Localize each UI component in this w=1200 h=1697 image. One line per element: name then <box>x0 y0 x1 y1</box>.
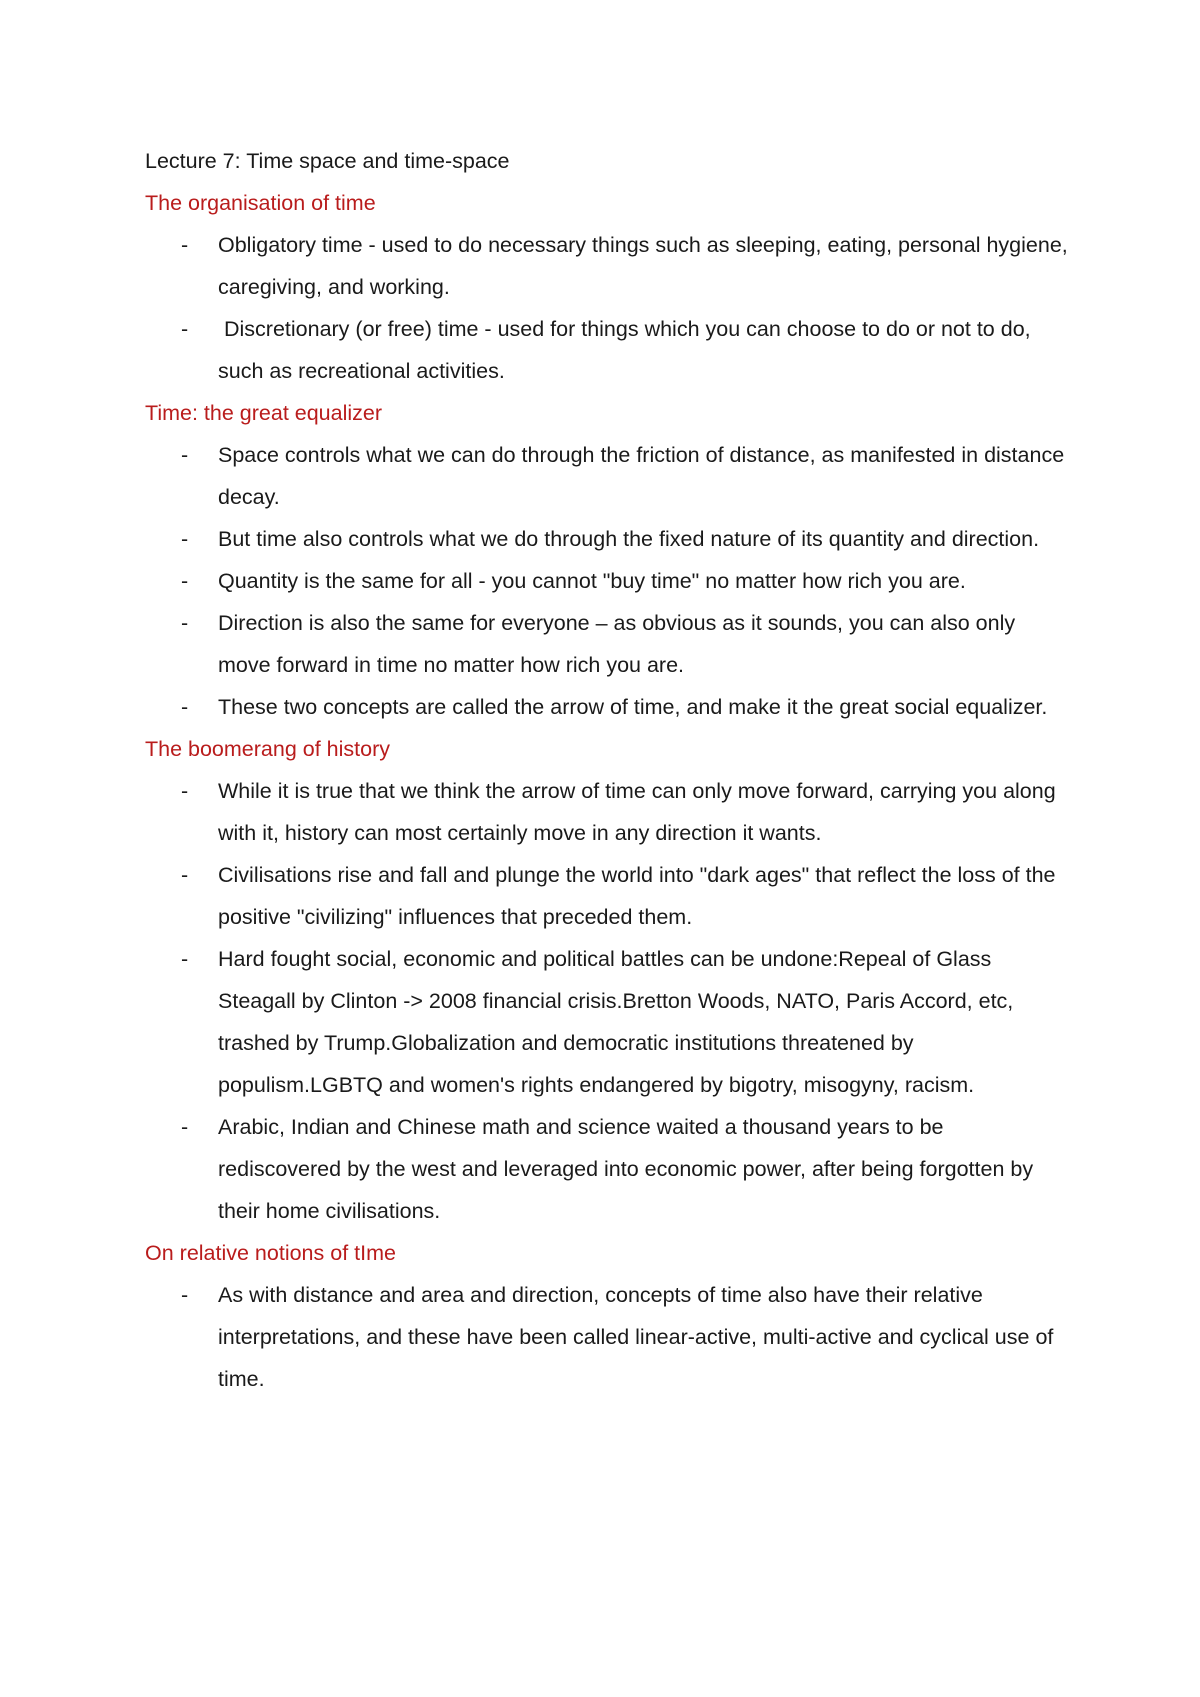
dash-bullet: - <box>181 1283 189 1307</box>
lecture-title: Lecture 7: Time space and time-space <box>145 149 510 173</box>
dash-bullet: - <box>181 317 189 341</box>
section-relative-notions-of-time <box>145 1232 1070 1400</box>
sections-container <box>145 182 1070 1400</box>
list-item-text: Direction is also the same for everyone – as obvious as it sounds, you can also only move forward in time no matter how rich you are. <box>218 611 1016 677</box>
list-item <box>145 602 1070 686</box>
dash-bullet: - <box>181 233 189 257</box>
list-item <box>145 224 1070 308</box>
section-heading: The boomerang of history <box>145 737 390 761</box>
list-item <box>145 1106 1070 1232</box>
list-item-text: As with distance and area and direction, concepts of time also have their relative interpretations, and these have been called linear-active, multi-active and cyclical use of time. <box>218 1283 1054 1391</box>
list-item-text: These two concepts are called the arrow of time, and make it the great social equalizer. <box>218 695 1048 719</box>
dash-bullet: - <box>181 527 189 551</box>
section-organisation-of-time <box>145 182 1070 392</box>
section-heading: Time: the great equalizer <box>145 401 383 425</box>
section-boomerang-of-history <box>145 728 1070 1232</box>
section-heading: On relative notions of tIme <box>145 1241 396 1265</box>
list-item-text: Discretionary (or free) time - used for things which you can choose to do or not to do, such as recreational activities. <box>218 317 1037 383</box>
list-item <box>145 1274 1070 1400</box>
dash-bullet: - <box>181 695 189 719</box>
dash-bullet: - <box>181 443 189 467</box>
list-item <box>145 686 1070 728</box>
bullet-list <box>145 224 1070 392</box>
document-page <box>145 140 1070 1400</box>
list-item <box>145 770 1070 854</box>
dash-bullet: - <box>181 569 189 593</box>
list-item-text: While it is true that we think the arrow of time can only move forward, carrying you along with it, history can most certainly move in any direction it wants. <box>218 779 1056 845</box>
section-heading: The organisation of time <box>145 191 376 215</box>
list-item <box>145 434 1070 518</box>
list-item <box>145 308 1070 392</box>
dash-bullet: - <box>181 1115 189 1139</box>
list-item-text: But time also controls what we do through the fixed nature of its quantity and direction. <box>218 527 1040 551</box>
list-item <box>145 938 1070 1106</box>
list-item-text: Hard fought social, economic and political battles can be undone:Repeal of Glass Steagall by Clinton -> 2008 financial crisis.Bretton Woods, NATO, Paris Accord, etc, trashed by Trump.Globalization and democratic institutions threatened by populism.LGBTQ and women's rights endangered by bigotry, misogyny, racism. <box>218 947 1014 1097</box>
list-item-text: Obligatory time - used to do necessary things such as sleeping, eating, personal hygiene, caregiving, and working. <box>218 233 1068 299</box>
section-great-equalizer <box>145 392 1070 728</box>
dash-bullet: - <box>181 779 189 803</box>
list-item <box>145 560 1070 602</box>
dash-bullet: - <box>181 947 189 971</box>
dash-bullet: - <box>181 611 189 635</box>
list-item-text: Quantity is the same for all - you cannot "buy time" no matter how rich you are. <box>218 569 966 593</box>
list-item-text: Civilisations rise and fall and plunge the world into "dark ages" that reflect the loss of the positive "civilizing" influences that preceded them. <box>218 863 1056 929</box>
list-item <box>145 854 1070 938</box>
list-item <box>145 518 1070 560</box>
bullet-list <box>145 770 1070 1232</box>
bullet-list <box>145 1274 1070 1400</box>
list-item-text: Arabic, Indian and Chinese math and science waited a thousand years to be rediscovered by the west and leveraged into economic power, after being forgotten by their home civilisations. <box>218 1115 1034 1223</box>
bullet-list <box>145 434 1070 728</box>
list-item-text: Space controls what we can do through the friction of distance, as manifested in distance decay. <box>218 443 1065 509</box>
dash-bullet: - <box>181 863 189 887</box>
